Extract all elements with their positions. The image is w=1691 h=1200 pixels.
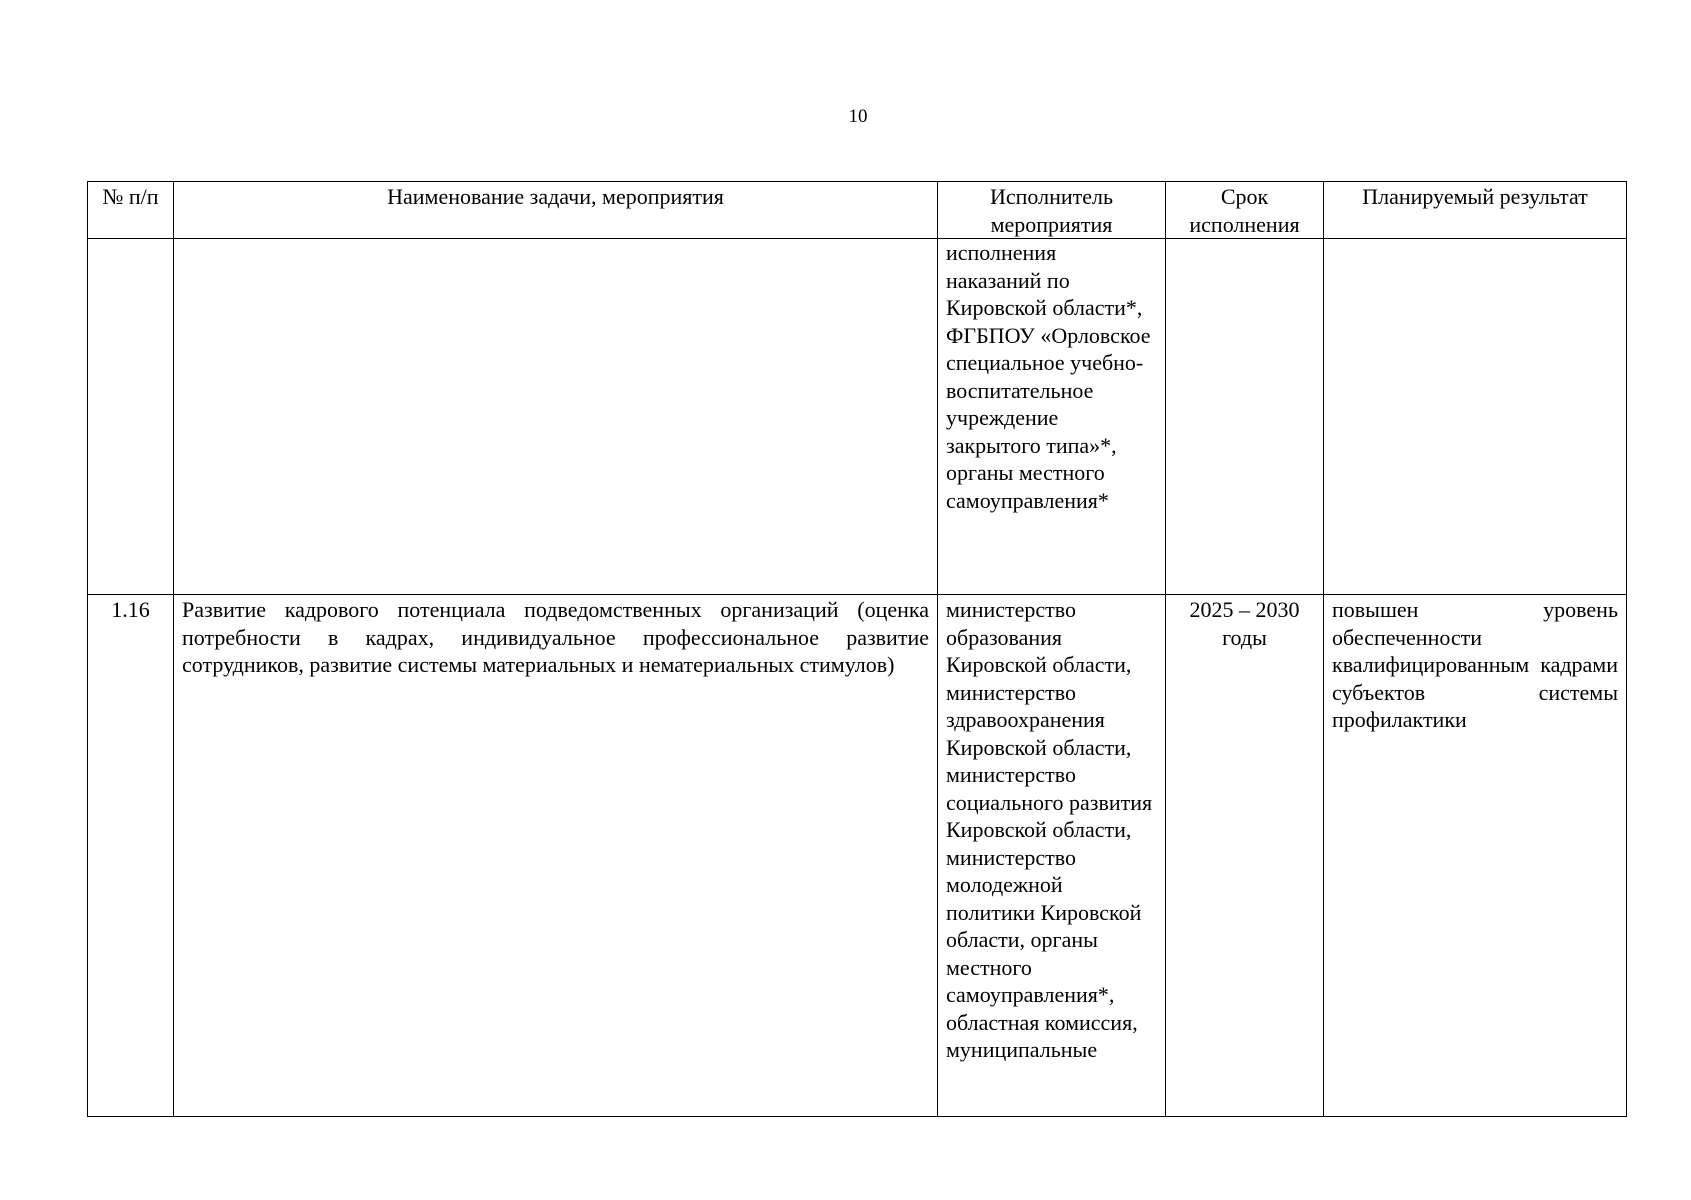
executor-cell: министерство образования Кировской области, министерство здравоохранения Кировской области, министерство социального развития Кировской области, министерство молодежной политики Кировской области, органы местного самоуправления*, областная комиссия, муниципальные [938,595,1166,1117]
term-cell [1166,239,1324,595]
task-name-cell [174,239,938,595]
executor-cell: исполнения наказаний по Кировской области*, ФГБПОУ «Орловское специальное учебно-воспитательное учреждение закрытого типа»*, органы местного самоуправления* [938,239,1166,595]
term-cell: 2025 – 2030 годы [1166,595,1324,1117]
header-executor: Исполнитель мероприятия [938,182,1166,239]
row-num-cell: 1.16 [88,595,174,1117]
header-num: № п/п [88,182,174,239]
result-cell [1324,239,1627,595]
table-row [88,595,1627,1117]
header-result: Планируемый результат [1324,182,1627,239]
result-cell: повышен уровень обеспеченности квалифицированным кадрами субъектов системы профилактики [1324,595,1627,1117]
task-name-cell: Развитие кадрового потенциала подведомственных организаций (оценка потребности в кадрах, индивидуальное профессиональное развитие сотрудников, развитие системы материальных и нематериальных стимулов) [174,595,938,1117]
table-header-row [88,182,1627,239]
header-task-name: Наименование задачи, мероприятия [174,182,938,239]
row-num-cell [88,239,174,595]
page-number: 10 [848,106,868,127]
header-term: Срок исполнения [1166,182,1324,239]
measures-table [87,181,1627,1117]
table-row [88,239,1627,595]
